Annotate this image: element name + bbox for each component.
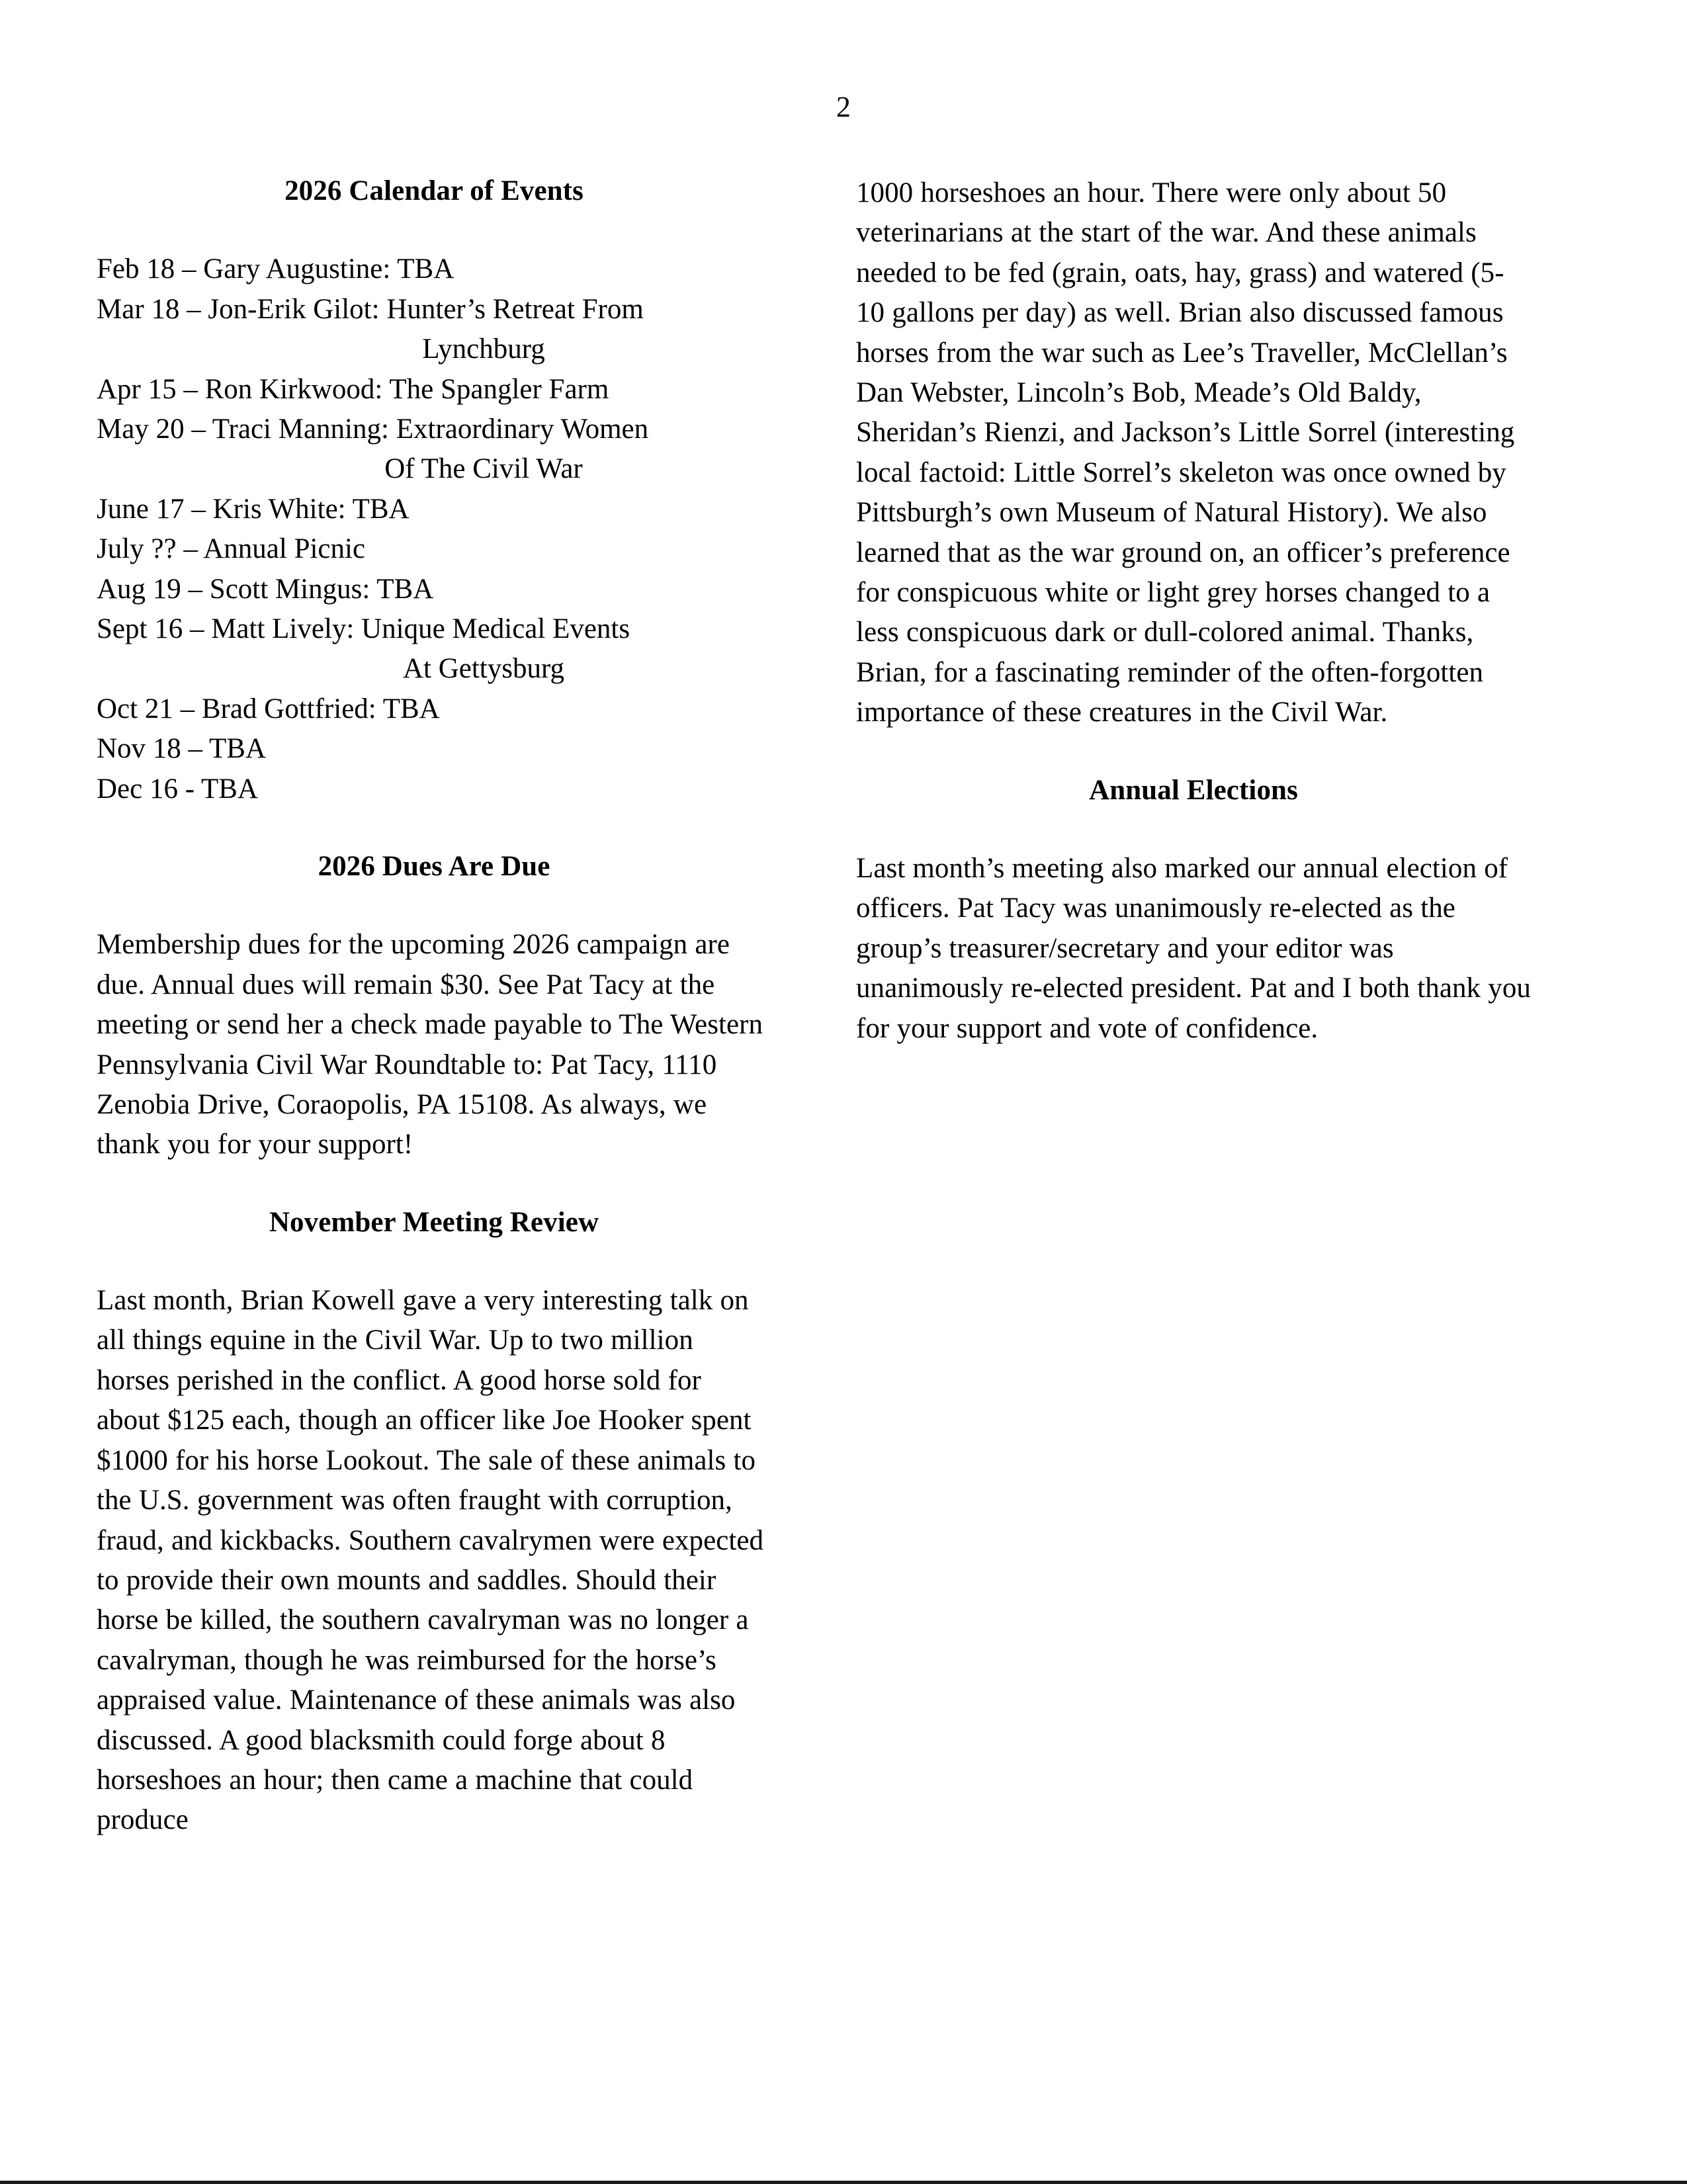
calendar-event-continuation: At Gettysburg	[402, 653, 565, 685]
calendar-event-line: July ?? – Annual Picnic	[97, 533, 366, 565]
page-number: 2	[836, 91, 851, 123]
dues-body: Membership dues for the upcoming 2026 campaign are due. Annual dues will remain $30. See Pat Tacy at the meeting or send her a check made payable to The Western Pennsylvania Civil War Roundtable to: Pat Tacy, 1110 Zenobia Drive, Coraopolis, PA 15108. As always, we thank you for your support!	[97, 929, 763, 1160]
spacer	[856, 733, 1531, 773]
two-column-body	[97, 173, 1597, 1841]
list-item	[97, 729, 771, 769]
calendar-heading: 2026 Calendar of Events	[284, 175, 584, 206]
meeting-review-heading: November Meeting Review	[269, 1206, 599, 1238]
calendar-event-line: Dec 16 - TBA	[97, 773, 259, 805]
elections-heading: Annual Elections	[1089, 774, 1298, 806]
calendar-event-line: Feb 18 – Gary Augustine: TBA	[97, 253, 454, 285]
spacer	[97, 1165, 771, 1205]
list-item	[97, 609, 771, 689]
calendar-event-line: Nov 18 – TBA	[97, 733, 267, 765]
calendar-event-line: Oct 21 – Brad Gottfried: TBA	[97, 693, 440, 724]
list-item	[97, 769, 771, 809]
calendar-event-line: June 17 – Kris White: TBA	[97, 493, 410, 525]
calendar-event-line: Aug 19 – Scott Mingus: TBA	[97, 573, 434, 605]
calendar-event-line: May 20 – Traci Manning: Extraordinary Women	[97, 413, 649, 445]
list-item	[97, 529, 771, 569]
calendar-event-continuation: Of The Civil War	[384, 453, 583, 485]
spacer	[856, 808, 1531, 849]
list-item	[97, 689, 771, 729]
calendar-event-line: Apr 15 – Ron Kirkwood: The Spangler Farm	[97, 373, 609, 405]
left-column	[97, 173, 771, 1841]
spacer	[97, 208, 771, 249]
spacer	[97, 1240, 771, 1281]
list-item	[97, 410, 771, 490]
calendar-event-line: Sept 16 – Matt Lively: Unique Medical Events	[97, 613, 630, 644]
spacer	[97, 809, 771, 849]
list-item	[97, 370, 771, 410]
list-item	[97, 570, 771, 609]
meeting-review-body: Last month, Brian Kowell gave a very interesting talk on all things equine in the Civil War. Up to two million horses perished in the conflict. A good horse sold for about $125 each, though an officer like Joe Hooker spent $1000 for his horse Lookout. The sale of these animals to the U.S. government was often fraught with corruption, fraud, and kickbacks. Southern cavalrymen were expected to provide their own mounts and saddles. Should their horse be killed, the southern cavalryman was no longer a cavalryman, though he was reimbursed for the horse’s appraised value. Maintenance of these animals was also discussed. A good blacksmith could forge about 8 horseshoes an hour; then came a machine that could produce	[97, 1285, 764, 1836]
calendar-event-continuation: Lynchburg	[422, 333, 545, 365]
list-item	[97, 290, 771, 370]
dues-heading: 2026 Dues Are Due	[318, 851, 550, 882]
calendar-events-list	[97, 249, 771, 809]
spacer	[97, 884, 771, 925]
right-column	[856, 173, 1531, 1049]
list-item	[97, 249, 771, 289]
meeting-review-continued-body: 1000 horseshoes an hour. There were only about 50 veterinarians at the start of the war. And these animals needed to be fed (grain, oats, hay, grass) and watered (5-10 gallons per day) as well. Brian also discussed famous horses from the war such as Lee’s Traveller, McClellan’s Dan Webster, Lincoln’s Bob, Meade’s Old Baldy, Sheridan’s Rienzi, and Jackson’s Little Sorrel (interesting local factoid: Little Sorrel’s skeleton was once owned by Pittsburgh’s own Museum of Natural History). We also learned that as the war ground on, an officer’s preference for conspicuous white or light grey horses changed to a less conspicuous dark or dull-colored animal. Thanks, Brian, for a fascinating reminder of the often-forgotten importance of these creatures in the Civil War.	[856, 177, 1515, 728]
list-item	[97, 490, 771, 529]
calendar-event-line: Mar 18 – Jon-Erik Gilot: Hunter’s Retreat From	[97, 293, 644, 325]
elections-body: Last month’s meeting also marked our annual election of officers. Pat Tacy was unanimously re-elected as the group’s treasurer/secretary and your editor was unanimously re-elected president. Pat and I both thank you for your support and vote of confidence.	[856, 853, 1531, 1044]
